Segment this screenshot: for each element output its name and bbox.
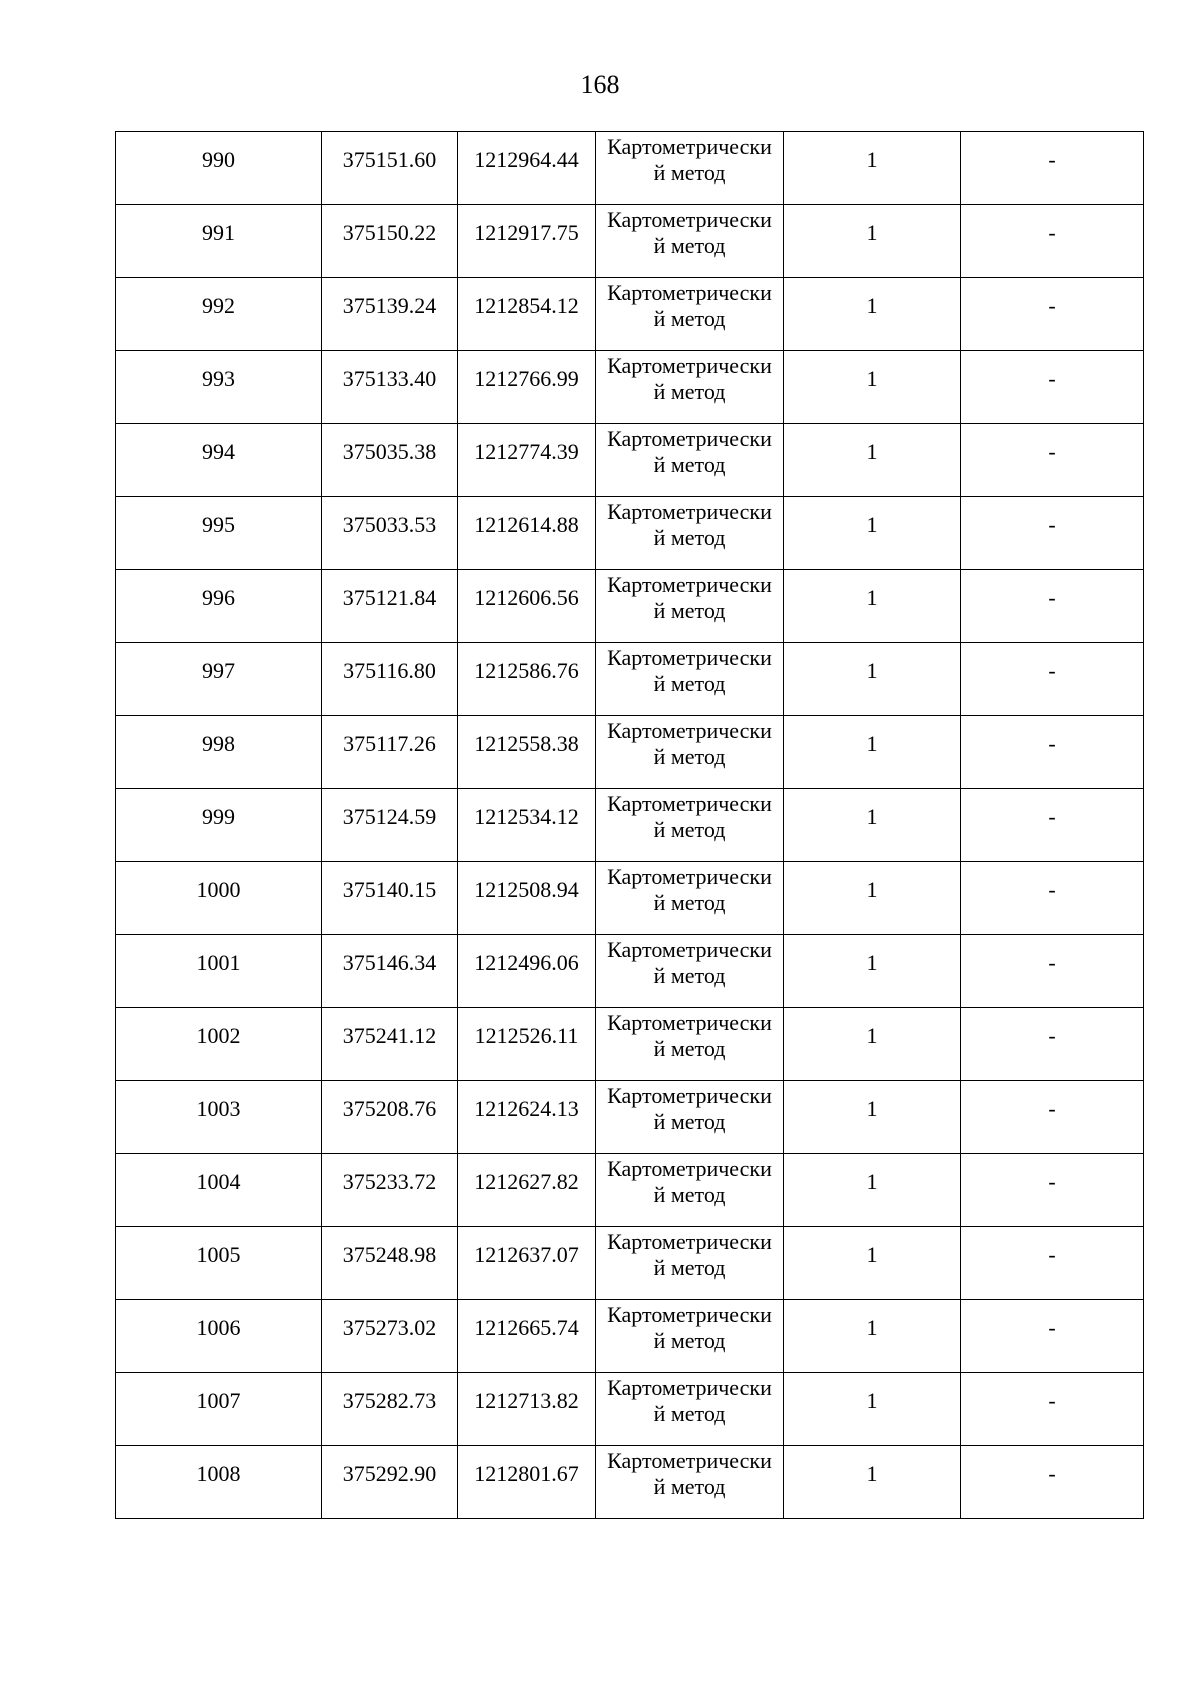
cell-y-coordinate: 1212665.74	[458, 1300, 596, 1373]
method-line-2: й метод	[653, 1401, 726, 1426]
cell-method	[596, 205, 784, 278]
cell-point-id: 1008	[116, 1446, 322, 1519]
cell-point-id: 990	[116, 132, 322, 205]
table-row	[116, 351, 1144, 424]
cell-accuracy: 1	[784, 570, 961, 643]
cell-note: -	[961, 132, 1144, 205]
cell-x-coordinate: 375150.22	[322, 205, 458, 278]
cell-method	[596, 789, 784, 862]
cell-x-coordinate: 375133.40	[322, 351, 458, 424]
table-row	[116, 1008, 1144, 1081]
cell-note: -	[961, 205, 1144, 278]
cell-accuracy: 1	[784, 789, 961, 862]
cell-point-id: 1001	[116, 935, 322, 1008]
coordinates-table-body	[116, 132, 1144, 1519]
cell-note: -	[961, 1300, 1144, 1373]
cell-point-id: 1003	[116, 1081, 322, 1154]
cell-x-coordinate: 375208.76	[322, 1081, 458, 1154]
cell-y-coordinate: 1212534.12	[458, 789, 596, 862]
cell-y-coordinate: 1212854.12	[458, 278, 596, 351]
cell-note: -	[961, 862, 1144, 935]
method-line-1: Картометрически	[607, 718, 772, 743]
cell-point-id: 993	[116, 351, 322, 424]
cell-method	[596, 497, 784, 570]
cell-accuracy: 1	[784, 1154, 961, 1227]
cell-point-id: 996	[116, 570, 322, 643]
page-number: 168	[580, 70, 620, 99]
table-row	[116, 497, 1144, 570]
cell-point-id: 995	[116, 497, 322, 570]
cell-point-id: 1002	[116, 1008, 322, 1081]
cell-y-coordinate: 1212713.82	[458, 1373, 596, 1446]
method-line-2: й метод	[653, 963, 726, 988]
table-row	[116, 643, 1144, 716]
cell-accuracy: 1	[784, 278, 961, 351]
cell-point-id: 991	[116, 205, 322, 278]
cell-note: -	[961, 1008, 1144, 1081]
cell-point-id: 1004	[116, 1154, 322, 1227]
cell-accuracy: 1	[784, 643, 961, 716]
table-row	[116, 1081, 1144, 1154]
method-line-2: й метод	[653, 525, 726, 550]
cell-y-coordinate: 1212558.38	[458, 716, 596, 789]
cell-x-coordinate: 375140.15	[322, 862, 458, 935]
cell-point-id: 997	[116, 643, 322, 716]
method-line-1: Картометрически	[607, 1156, 772, 1181]
method-line-1: Картометрически	[607, 572, 772, 597]
method-line-1: Картометрически	[607, 207, 772, 232]
table-row	[116, 862, 1144, 935]
cell-note: -	[961, 424, 1144, 497]
cell-method	[596, 132, 784, 205]
cell-point-id: 1006	[116, 1300, 322, 1373]
cell-x-coordinate: 375248.98	[322, 1227, 458, 1300]
cell-note: -	[961, 570, 1144, 643]
cell-note: -	[961, 716, 1144, 789]
method-line-2: й метод	[653, 671, 726, 696]
cell-accuracy: 1	[784, 1081, 961, 1154]
method-line-2: й метод	[653, 744, 726, 769]
cell-method	[596, 1300, 784, 1373]
table-row	[116, 205, 1144, 278]
cell-method	[596, 1081, 784, 1154]
cell-accuracy: 1	[784, 424, 961, 497]
cell-y-coordinate: 1212774.39	[458, 424, 596, 497]
table-row	[116, 424, 1144, 497]
cell-x-coordinate: 375121.84	[322, 570, 458, 643]
table-row	[116, 570, 1144, 643]
table-row	[116, 1373, 1144, 1446]
method-line-1: Картометрически	[607, 1448, 772, 1473]
method-line-1: Картометрически	[607, 645, 772, 670]
cell-method	[596, 424, 784, 497]
cell-x-coordinate: 375035.38	[322, 424, 458, 497]
cell-x-coordinate: 375146.34	[322, 935, 458, 1008]
cell-x-coordinate: 375139.24	[322, 278, 458, 351]
cell-x-coordinate: 375241.12	[322, 1008, 458, 1081]
cell-note: -	[961, 789, 1144, 862]
cell-point-id: 998	[116, 716, 322, 789]
method-line-1: Картометрически	[607, 1302, 772, 1327]
cell-y-coordinate: 1212637.07	[458, 1227, 596, 1300]
cell-method	[596, 278, 784, 351]
cell-accuracy: 1	[784, 1446, 961, 1519]
cell-method	[596, 1227, 784, 1300]
method-line-2: й метод	[653, 1182, 726, 1207]
cell-method	[596, 1373, 784, 1446]
method-line-1: Картометрически	[607, 280, 772, 305]
method-line-1: Картометрически	[607, 864, 772, 889]
cell-note: -	[961, 1227, 1144, 1300]
cell-x-coordinate: 375033.53	[322, 497, 458, 570]
cell-method	[596, 643, 784, 716]
cell-method	[596, 862, 784, 935]
cell-point-id: 1000	[116, 862, 322, 935]
cell-method	[596, 1008, 784, 1081]
method-line-1: Картометрически	[607, 791, 772, 816]
method-line-1: Картометрически	[607, 1375, 772, 1400]
cell-y-coordinate: 1212917.75	[458, 205, 596, 278]
cell-x-coordinate: 375116.80	[322, 643, 458, 716]
cell-method	[596, 1446, 784, 1519]
method-line-2: й метод	[653, 1328, 726, 1353]
cell-y-coordinate: 1212508.94	[458, 862, 596, 935]
method-line-2: й метод	[653, 817, 726, 842]
cell-method	[596, 1154, 784, 1227]
cell-method	[596, 716, 784, 789]
cell-point-id: 1007	[116, 1373, 322, 1446]
cell-note: -	[961, 497, 1144, 570]
cell-point-id: 992	[116, 278, 322, 351]
method-line-1: Картометрически	[607, 1010, 772, 1035]
table-row	[116, 716, 1144, 789]
cell-accuracy: 1	[784, 205, 961, 278]
cell-y-coordinate: 1212624.13	[458, 1081, 596, 1154]
method-line-2: й метод	[653, 160, 726, 185]
method-line-1: Картометрически	[607, 937, 772, 962]
method-line-1: Картометрически	[607, 353, 772, 378]
cell-y-coordinate: 1212586.76	[458, 643, 596, 716]
cell-y-coordinate: 1212964.44	[458, 132, 596, 205]
cell-note: -	[961, 1154, 1144, 1227]
cell-method	[596, 570, 784, 643]
table-row	[116, 935, 1144, 1008]
method-line-1: Картометрически	[607, 499, 772, 524]
cell-accuracy: 1	[784, 1373, 961, 1446]
cell-x-coordinate: 375282.73	[322, 1373, 458, 1446]
method-line-2: й метод	[653, 452, 726, 477]
coordinates-table	[115, 131, 1144, 1519]
cell-note: -	[961, 278, 1144, 351]
method-line-1: Картометрически	[607, 426, 772, 451]
cell-x-coordinate: 375292.90	[322, 1446, 458, 1519]
cell-method	[596, 935, 784, 1008]
cell-accuracy: 1	[784, 132, 961, 205]
method-line-2: й метод	[653, 1036, 726, 1061]
cell-point-id: 1005	[116, 1227, 322, 1300]
table-row	[116, 132, 1144, 205]
table-row	[116, 278, 1144, 351]
cell-y-coordinate: 1212614.88	[458, 497, 596, 570]
cell-note: -	[961, 351, 1144, 424]
cell-accuracy: 1	[784, 862, 961, 935]
method-line-2: й метод	[653, 890, 726, 915]
table-row	[116, 1227, 1144, 1300]
cell-accuracy: 1	[784, 1008, 961, 1081]
cell-y-coordinate: 1212627.82	[458, 1154, 596, 1227]
cell-note: -	[961, 1446, 1144, 1519]
cell-x-coordinate: 375233.72	[322, 1154, 458, 1227]
table-row	[116, 789, 1144, 862]
cell-accuracy: 1	[784, 935, 961, 1008]
cell-method	[596, 351, 784, 424]
cell-accuracy: 1	[784, 497, 961, 570]
cell-note: -	[961, 935, 1144, 1008]
method-line-1: Картометрически	[607, 1229, 772, 1254]
method-line-2: й метод	[653, 306, 726, 331]
cell-note: -	[961, 643, 1144, 716]
table-row	[116, 1154, 1144, 1227]
method-line-2: й метод	[653, 233, 726, 258]
cell-accuracy: 1	[784, 1300, 961, 1373]
cell-note: -	[961, 1081, 1144, 1154]
cell-y-coordinate: 1212496.06	[458, 935, 596, 1008]
cell-y-coordinate: 1212526.11	[458, 1008, 596, 1081]
table-row	[116, 1300, 1144, 1373]
method-line-1: Картометрически	[607, 134, 772, 159]
cell-accuracy: 1	[784, 716, 961, 789]
cell-accuracy: 1	[784, 1227, 961, 1300]
cell-point-id: 999	[116, 789, 322, 862]
cell-accuracy: 1	[784, 351, 961, 424]
method-line-2: й метод	[653, 1109, 726, 1134]
cell-x-coordinate: 375124.59	[322, 789, 458, 862]
method-line-1: Картометрически	[607, 1083, 772, 1108]
method-line-2: й метод	[653, 379, 726, 404]
cell-y-coordinate: 1212801.67	[458, 1446, 596, 1519]
method-line-2: й метод	[653, 1255, 726, 1280]
cell-y-coordinate: 1212766.99	[458, 351, 596, 424]
cell-x-coordinate: 375273.02	[322, 1300, 458, 1373]
cell-x-coordinate: 375151.60	[322, 132, 458, 205]
cell-point-id: 994	[116, 424, 322, 497]
cell-note: -	[961, 1373, 1144, 1446]
method-line-2: й метод	[653, 598, 726, 623]
method-line-2: й метод	[653, 1474, 726, 1499]
cell-y-coordinate: 1212606.56	[458, 570, 596, 643]
cell-x-coordinate: 375117.26	[322, 716, 458, 789]
table-row	[116, 1446, 1144, 1519]
